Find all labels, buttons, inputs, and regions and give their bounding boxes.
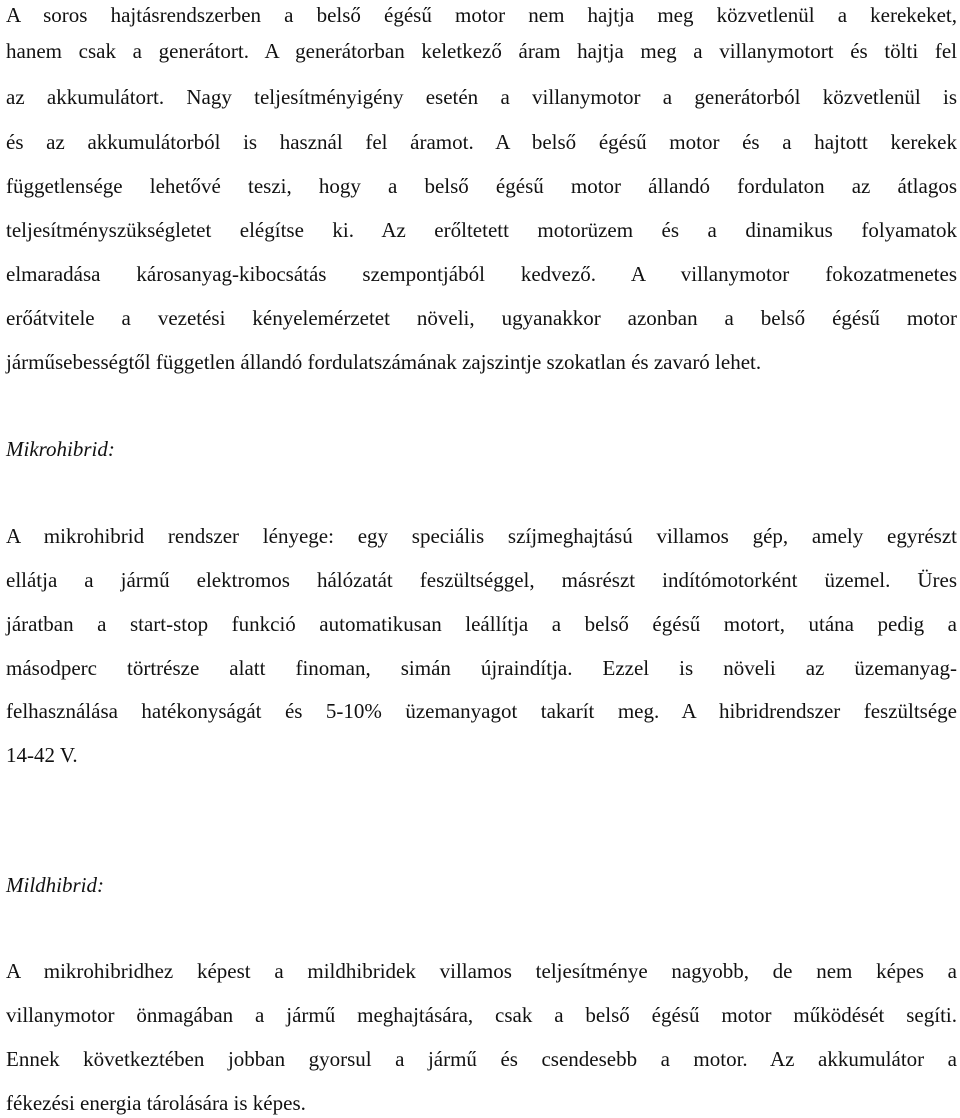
- paragraph-line: A mikrohibridhez képest a mildhibridek villamos teljesítménye nagyobb, de nem képes a: [6, 959, 957, 983]
- paragraph-line: A soros hajtásrendszerben a belső égésű motor nem hajtja meg közvetlenül a kerekeket,: [6, 3, 957, 27]
- paragraph-line: másodperc törtrésze alatt finoman, simán újraindítja. Ezzel is növeli az üzemanyag-: [6, 656, 957, 680]
- paragraph-line: fékezési energia tárolására is képes.: [6, 1091, 306, 1115]
- paragraph-line: teljesítményszükségletet elégítse ki. Az erőltetett motorüzem és a dinamikus folyamatok: [6, 218, 957, 242]
- paragraph-line: függetlensége lehetővé teszi, hogy a belső égésű motor állandó fordulaton az átlagos: [6, 174, 957, 198]
- section-heading-mikrohibrid: Mikrohibrid:: [6, 437, 115, 461]
- paragraph-line: 14-42 V.: [6, 743, 78, 767]
- paragraph-line: felhasználása hatékonyságát és 5-10% üzemanyagot takarít meg. A hibridrendszer feszültsége: [6, 699, 957, 723]
- paragraph-line: járműsebességtől független állandó fordulatszámának zajszintje szokatlan és zavaró lehet.: [6, 350, 762, 374]
- section-heading-mildhibrid: Mildhibrid:: [6, 873, 104, 897]
- paragraph-line: villanymotor önmagában a jármű meghajtására, csak a belső égésű motor működését segíti.: [6, 1003, 957, 1027]
- paragraph-line: elmaradása károsanyag-kibocsátás szempontjából kedvező. A villanymotor fokozatmenetes: [6, 262, 957, 286]
- paragraph-line: A mikrohibrid rendszer lényege: egy speciális szíjmeghajtású villamos gép, amely egyrészt: [6, 524, 957, 548]
- paragraph-line: ellátja a jármű elektromos hálózatát feszültséggel, másrészt indítómotorként üzemel. Üres: [6, 568, 957, 592]
- paragraph-line: járatban a start-stop funkció automatikusan leállítja a belső égésű motort, utána pedig a: [6, 612, 957, 636]
- paragraph-line: Ennek következtében jobban gyorsul a jármű és csendesebb a motor. Az akkumulátor a: [6, 1047, 957, 1071]
- paragraph-line: az akkumulátort. Nagy teljesítményigény esetén a villanymotor a generátorból közvetlenül is: [6, 85, 957, 109]
- paragraph-line: hanem csak a generátort. A generátorban keletkező áram hajtja meg a villanymotort és tölti fel: [6, 39, 957, 63]
- paragraph-line: erőátvitele a vezetési kényelemérzetet növeli, ugyanakkor azonban a belső égésű motor: [6, 306, 957, 330]
- paragraph-line: és az akkumulátorból is használ fel áramot. A belső égésű motor és a hajtott kerekek: [6, 130, 957, 154]
